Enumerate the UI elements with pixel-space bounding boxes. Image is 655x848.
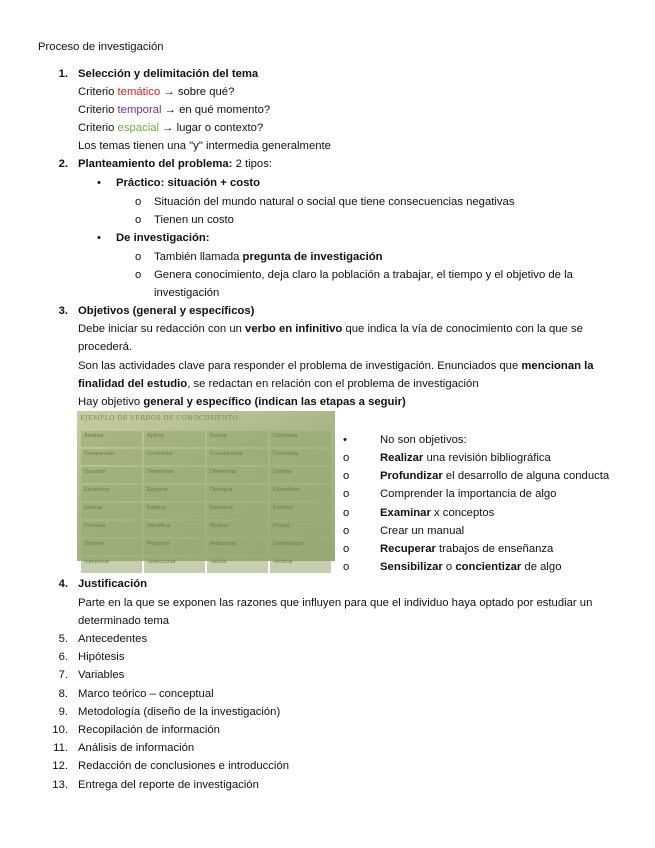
- section-1-note: Los temas tienen una "y" intermedia generalmente: [78, 140, 331, 152]
- step-text: Análisis de información: [78, 742, 195, 755]
- section-1-heading: Selección y delimitación del tema: [78, 68, 259, 80]
- bullet-icon: •: [343, 434, 347, 446]
- circle-bullet-icon: o: [343, 524, 350, 537]
- photo-cell: Formular: [81, 521, 142, 537]
- criterio-temporal: Criterio temporal → en qué momento?: [78, 104, 271, 116]
- page-title: Proceso de investigación: [38, 41, 164, 53]
- photo-cell: Verificar: [270, 557, 331, 573]
- photo-cell: Validar: [207, 557, 268, 573]
- circle-bullet-icon: o: [343, 452, 350, 464]
- step-number: 12.: [52, 760, 68, 773]
- step-text: Antecedentes: [78, 633, 148, 645]
- circle-bullet-icon: o: [135, 214, 142, 226]
- section-2-number: 2.: [58, 158, 68, 170]
- bullet-icon: •: [97, 232, 101, 244]
- photo-cell: Determinar: [144, 467, 205, 483]
- step-number: 5.: [58, 633, 68, 645]
- photo-cell: Buscar: [207, 431, 268, 447]
- step-text: Recopilación de información: [78, 724, 220, 736]
- section-3-number: 3.: [58, 305, 68, 317]
- photo-grid: [81, 431, 331, 565]
- criterio-espacial: Criterio espacial → lugar o contexto?: [78, 122, 264, 134]
- no-objetivo-item: Comprender la importancia de algo: [380, 488, 557, 501]
- photo-cell: Seleccionar: [144, 557, 205, 573]
- circle-bullet-icon: o: [135, 251, 142, 263]
- step-text: Variables: [78, 669, 125, 682]
- photo-cell: Contrastar: [270, 449, 331, 465]
- photo-cell: Explorar: [144, 485, 205, 501]
- no-objetivo-item: Sensibilizar o concientizar de algo: [380, 561, 562, 574]
- photo-cell: Evaluar: [81, 503, 142, 519]
- step-text: Metodología (diseño de la investigación): [78, 705, 281, 718]
- no-objetivo-item: Profundizar el desarrollo de alguna conducta: [380, 470, 610, 483]
- circle-bullet-icon: o: [343, 506, 350, 519]
- photo-cell: Mostrar: [207, 521, 268, 537]
- photo-header: EJEMPLO DE VERBOS DE CONOCIMIENTO: [80, 414, 239, 422]
- section-2-heading: Planteamiento del problema: 2 tipos:: [78, 158, 272, 170]
- photo-cell: Explicar: [144, 503, 205, 519]
- step-number: 9.: [58, 705, 68, 718]
- practico-item: Tienen un costo: [154, 214, 234, 226]
- circle-bullet-icon: o: [343, 561, 350, 574]
- objetivos-p2-cont: finalidad del estudio, se redactan en relación con el problema de investigación: [78, 378, 479, 390]
- step-number: 10.: [52, 724, 68, 736]
- section-3-heading: Objetivos (general y específicos): [78, 305, 255, 317]
- photo-cell: Confrontar: [144, 449, 205, 465]
- photo-cell: Relacionar: [207, 539, 268, 555]
- step-number: 13.: [52, 778, 68, 791]
- photo-cell: Diseñar: [270, 467, 331, 483]
- step-number: 6.: [58, 651, 68, 664]
- photo-cell: Establecer: [81, 485, 142, 501]
- circle-bullet-icon: o: [343, 488, 350, 501]
- objetivos-p2: Son las actividades clave para responder el problema de investigación. Enunciados que mencionan la: [78, 360, 594, 372]
- no-objetivo-item: Recuperar trabajos de enseñanza: [380, 543, 554, 555]
- photo-cell: Obtener: [81, 539, 142, 555]
- photo-cell: Comprender: [81, 449, 142, 465]
- investigacion-item: También llamada pregunta de investigación: [154, 251, 383, 263]
- no-objetivo-item: Examinar x conceptos: [380, 506, 495, 519]
- photo-cell: Diferenciar: [207, 467, 268, 483]
- section-4-heading: Justificación: [78, 578, 148, 590]
- no-objetivo-item: Crear un manual: [380, 524, 465, 537]
- no-objetivo-item: Realizar una revisión bibliográfica: [380, 452, 551, 464]
- circle-bullet-icon: o: [343, 543, 350, 555]
- circle-bullet-icon: o: [135, 196, 142, 208]
- no-objetivos-label: No son objetivos:: [380, 434, 467, 446]
- step-number: 7.: [58, 669, 68, 682]
- practico-label: Práctico: situación + costo: [116, 177, 261, 189]
- criterio-tematico: Criterio temático → sobre qué?: [78, 86, 235, 98]
- circle-bullet-icon: o: [135, 269, 142, 281]
- objetivos-p3: Hay objetivo general y específico (indican las etapas a seguir): [78, 396, 406, 408]
- section-1-number: 1.: [58, 68, 68, 80]
- objetivos-p1-cont: procederá.: [78, 341, 133, 353]
- photo-cell: Proponer: [144, 539, 205, 555]
- photo-cell: Interpretar: [81, 557, 142, 573]
- photo-cell: Analizar: [81, 431, 142, 447]
- step-text: Hipótesis: [78, 651, 125, 664]
- investigacion-label: De investigación:: [116, 232, 210, 244]
- step-text: Entrega del reporte de investigación: [78, 778, 259, 791]
- justificacion-line-cont: determinado tema: [78, 615, 170, 627]
- objetivos-p1: Debe iniciar su redacción con un verbo en infinitivo que indica la vía de conocimiento con la que se: [78, 323, 583, 335]
- step-number: 8.: [58, 687, 68, 700]
- photo-cell: Especificar: [270, 485, 331, 501]
- photo-cell: Comparar: [270, 431, 331, 447]
- photo-cell: Sistematizar: [270, 539, 331, 555]
- investigacion-item-cont: investigación: [154, 287, 220, 299]
- section-4-number: 4.: [58, 578, 68, 590]
- practico-item: Situación del mundo natural o social que tiene consecuencias negativas: [154, 196, 515, 208]
- photo-cell: Describir: [81, 467, 142, 483]
- bullet-icon: •: [97, 177, 101, 189]
- verbos-table-photo: [77, 411, 335, 565]
- photo-cell: Distinguir: [207, 485, 268, 501]
- justificacion-line: Parte en la que se exponen las razones que influyen para que el individuo haya optado por estudiar un: [78, 597, 593, 609]
- photo-cell: Exponer: [270, 503, 331, 519]
- step-text: Redacción de conclusiones e introducción: [78, 760, 290, 773]
- investigacion-item: Genera conocimiento, deja claro la población a trabajar, el tiempo y el objetivo de la: [154, 269, 573, 281]
- step-number: 11.: [53, 742, 68, 755]
- photo-cell: Probar: [270, 521, 331, 537]
- photo-cell: Correlacionar: [207, 449, 268, 465]
- circle-bullet-icon: o: [343, 470, 350, 483]
- photo-cell: Examinar: [207, 503, 268, 519]
- photo-cell: Aplicar: [144, 431, 205, 447]
- photo-cell: Identificar: [144, 521, 205, 537]
- step-text: Marco teórico – conceptual: [78, 687, 214, 700]
